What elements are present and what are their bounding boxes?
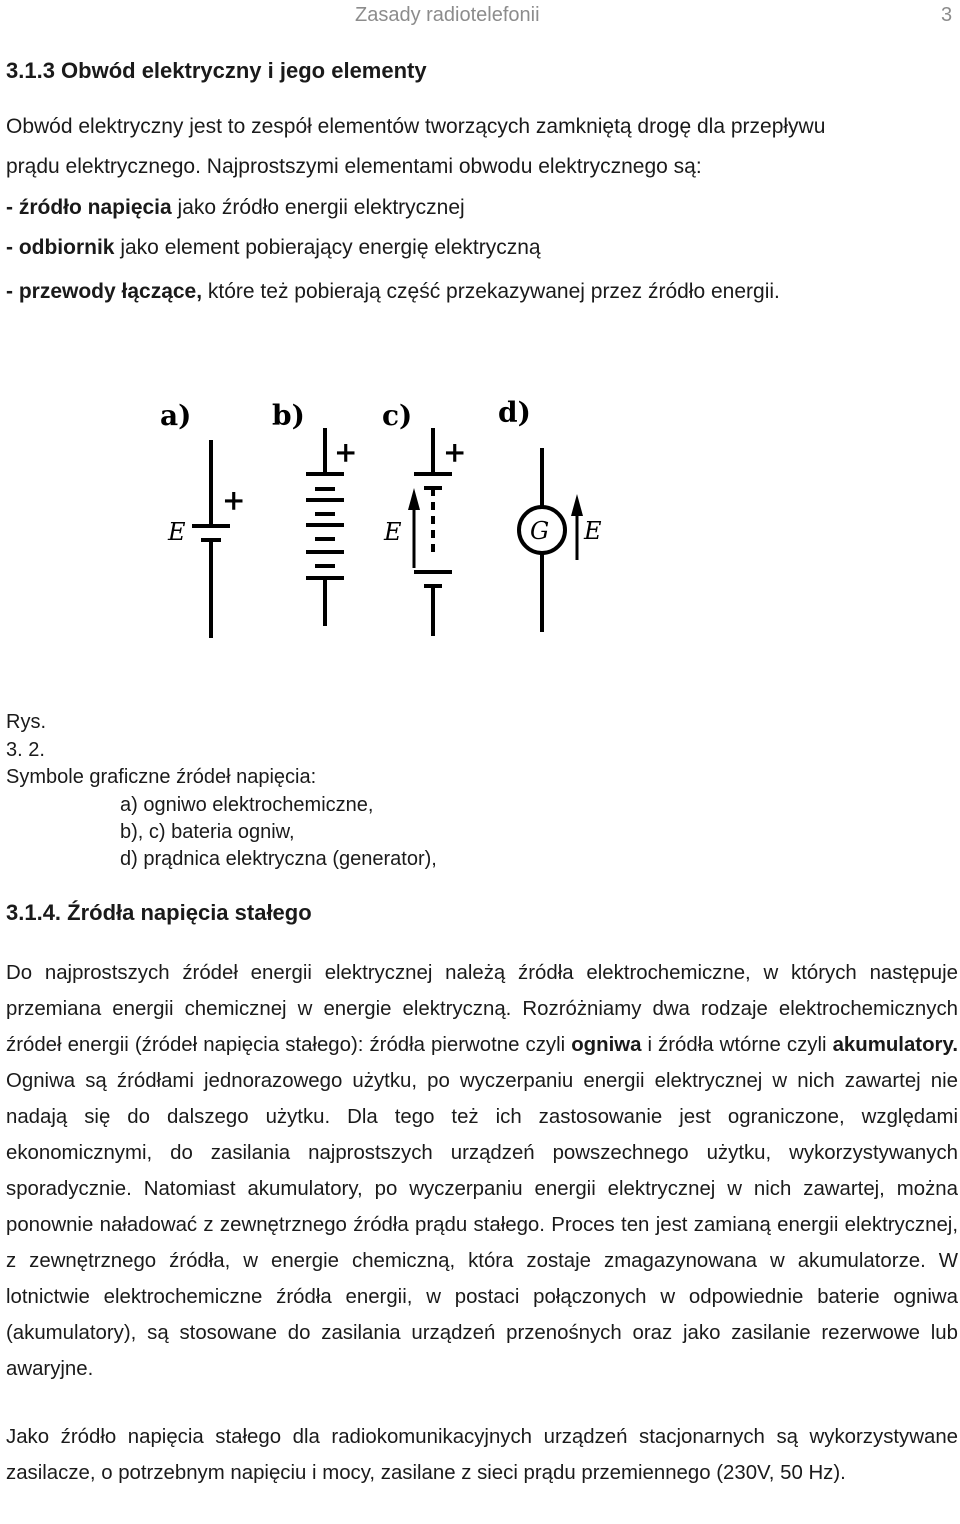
- paragraph-text: Do najprostszych źródeł energii elektrycznej należą źródła elektrochemiczne, w których następuje przemiana energii chemicznej w energie elektryczną. Rozróżniamy dwa rodzaje elektrochemicznych źródeł energii (źródeł napięcia stałego): źródła pierwotne czyli: [6, 962, 958, 1056]
- voltage-source-symbols-figure: [0, 380, 960, 660]
- paragraph-power-supplies: Jako źródło napięcia stałego dla radiokomunikacyjnych urządzeń stacjonarnych są wykorzystywane zasilacze, o potrzebnym napięciu i mocy, zasilane z sieci prądu przemiennego (230V, 50 Hz).: [6, 1426, 958, 1484]
- list-item-desc: jako źródło energii elektrycznej: [171, 196, 465, 219]
- list-item-term: - przewody łączące,: [6, 280, 203, 303]
- intro-line-2: prądu elektrycznego. Najprostszymi elementami obwodu elektrycznego są:: [6, 155, 702, 178]
- paragraph-text: i źródła wtórne czyli: [641, 1034, 833, 1056]
- generator-label: G: [530, 517, 550, 545]
- plus-sign-c: +: [443, 436, 467, 469]
- emf-label-d: E: [584, 517, 602, 545]
- list-item-receiver: [6, 237, 541, 258]
- list-item-term: - odbiornik: [6, 236, 115, 259]
- caption-item-a: a) ogniwo elektrochemiczne,: [120, 794, 374, 816]
- emf-label-c: E: [384, 518, 402, 546]
- caption-item-bc: b), c) bateria ogniw,: [120, 821, 295, 843]
- figure-label-a: a): [160, 399, 192, 432]
- emf-label-a: E: [168, 518, 186, 546]
- list-item-voltage-source: [6, 197, 465, 218]
- plus-sign-b: +: [334, 436, 358, 469]
- emf-arrow-c: [408, 488, 420, 568]
- page-number: 3: [941, 4, 953, 26]
- section-heading-3-1-4: 3.1.4. Źródła napięcia stałego: [6, 900, 312, 925]
- paragraph-text: Ogniwa są źródłami jednorazowego użytku, po wyczerpaniu energii elektrycznej w nich zawartej nie nadają się do dalszego użytku. Dla tego też ich zastosowanie jest ograniczone, względami ekonomicznymi, do zasilania najprostszych urządzeń powszechnego użytku, wykorzystywanych sporadycznie. Natomiast akumulatory, po wyczerpaniu energii elektrycznej w nich zawartej, można ponownie naładować z zewnętrznego źródła prądu stałego. Proces ten jest zamianą energii elektrycznej, z zewnętrznego źródła, w energie chemiczną, która zostaje zmagazynowana w akumulatorze. W lotnictwie elektrochemiczne źródła energii, w postaci połączonych w odpowiednie baterie ogniwa (akumulatory), są stosowane do zasilania urządzeń przenośnych oraz jako zasilanie rezerwowe lub awaryjne.: [6, 1070, 958, 1380]
- list-item-term: - źródło napięcia: [6, 196, 172, 219]
- running-header-title: Zasady radiotelefonii: [355, 4, 540, 26]
- plus-sign-a: +: [222, 484, 246, 517]
- figure-label-b: b): [272, 399, 305, 432]
- list-item-wires: [6, 281, 780, 302]
- intro-line-1: Obwód elektryczny jest to zespół elementów tworzących zamkniętą drogę dla przepływu: [6, 115, 826, 138]
- term-akumulatory: akumulatory.: [832, 1034, 958, 1056]
- cell-symbol-a: [192, 440, 230, 638]
- section-heading-3-1-3: 3.1.3 Obwód elektryczny i jego elementy: [6, 58, 427, 83]
- caption-rys: Rys.: [6, 711, 46, 733]
- list-item-desc: które też pobierają część przekazywanej przez źródło energii.: [202, 280, 780, 303]
- paragraph-electrochemical-sources: [6, 955, 958, 1387]
- emf-arrow-d: [571, 494, 583, 560]
- list-item-desc: jako element pobierający energię elektryczną: [114, 236, 541, 259]
- figure-label-c: c): [382, 399, 413, 432]
- figure-label-d: d): [498, 396, 531, 429]
- caption-number: 3. 2.: [6, 739, 45, 761]
- term-ogniwa: ogniwa: [571, 1034, 642, 1056]
- caption-item-d: d) prądnica elektryczna (generator),: [120, 848, 437, 870]
- caption-title: Symbole graficzne źródeł napięcia:: [6, 766, 317, 788]
